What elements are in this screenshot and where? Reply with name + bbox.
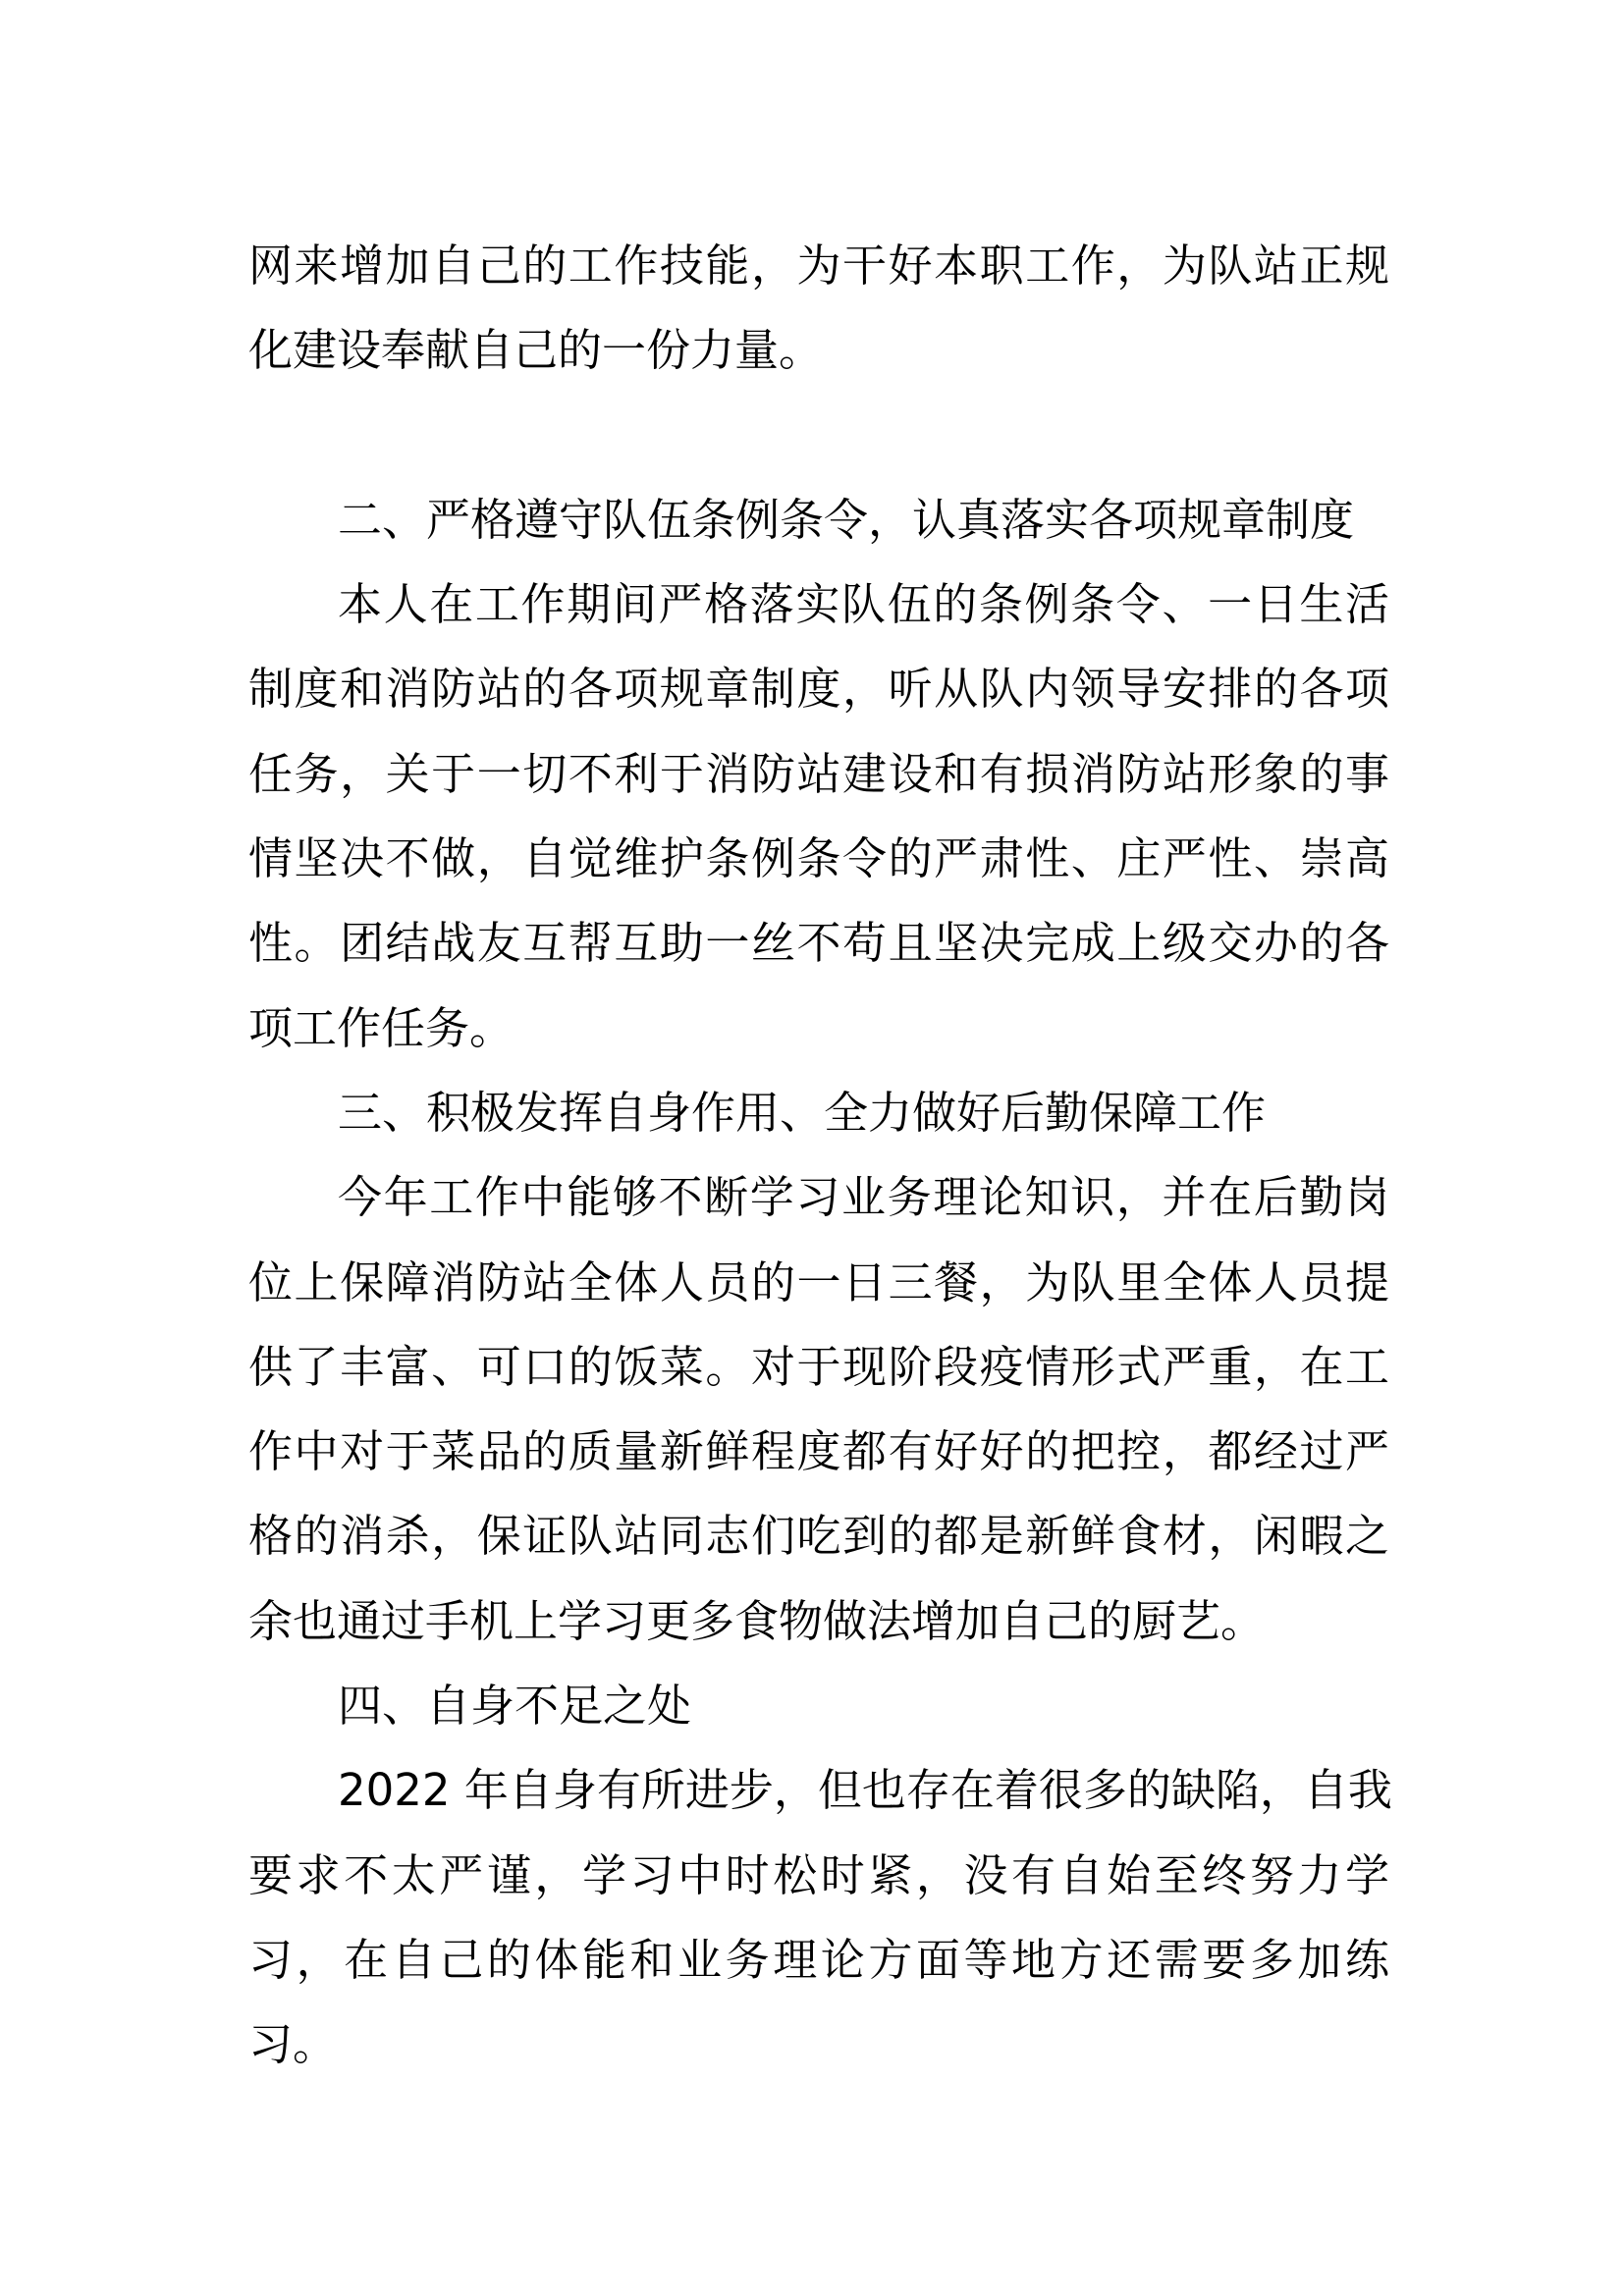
text-line: 四、自身不足之处 <box>338 1680 692 1733</box>
text-line: 2022 年自身有所进步，但也存在着很多的缺陷，自我 <box>338 1764 1392 1817</box>
text-line: 任务，关于一切不利于消防站建设和有损消防站形象的事 <box>248 747 1389 800</box>
text-line: 本人在工作期间严格落实队伍的条例条令、一日生活 <box>338 578 1389 631</box>
text-line: 性。团结战友互帮互助一丝不苟且坚决完成上级交办的各 <box>248 917 1389 970</box>
text-line: 作中对于菜品的质量新鲜程度都有好好的把控，都经过严 <box>248 1425 1389 1478</box>
text-line: 制度和消防站的各项规章制度，听从队内领导安排的各项 <box>248 663 1389 716</box>
text-line: 项工作任务。 <box>248 1001 514 1054</box>
text-line: 供了丰富、可口的饭菜。对于现阶段疫情形式严重，在工 <box>248 1340 1389 1393</box>
text-line: 习。 <box>248 2018 338 2071</box>
text-line: 网来增加自己的工作技能，为干好本职工作，为队站正规 <box>248 240 1389 292</box>
text-line: 位上保障消防站全体人员的一日三餐，为队里全体人员提 <box>248 1255 1389 1308</box>
text-line: 今年工作中能够不断学习业务理论知识，并在后勤岗 <box>338 1171 1389 1224</box>
text-line: 情坚决不做，自觉维护条例条令的严肃性、庄严性、崇高 <box>248 832 1389 885</box>
text-line: 余也通过手机上学习更多食物做法增加自己的厨艺。 <box>248 1594 1266 1647</box>
text-line: 化建设奉献自己的一份力量。 <box>248 324 824 377</box>
text-line: 二、严格遵守队伍条例条令，认真落实各项规章制度 <box>338 493 1355 546</box>
blank-line <box>248 394 1389 478</box>
document-body <box>248 224 1392 2088</box>
text-line: 习，在自己的体能和业务理论方面等地方还需要多加练 <box>248 1933 1389 1986</box>
text-line: 格的消杀，保证队站同志们吃到的都是新鲜食材，闲暇之 <box>248 1510 1389 1563</box>
text-line: 三、积极发挥自身作用、全力做好后勤保障工作 <box>338 1086 1267 1139</box>
text-line: 要求不太严谨，学习中时松时紧，没有自始至终努力学 <box>248 1848 1389 1901</box>
